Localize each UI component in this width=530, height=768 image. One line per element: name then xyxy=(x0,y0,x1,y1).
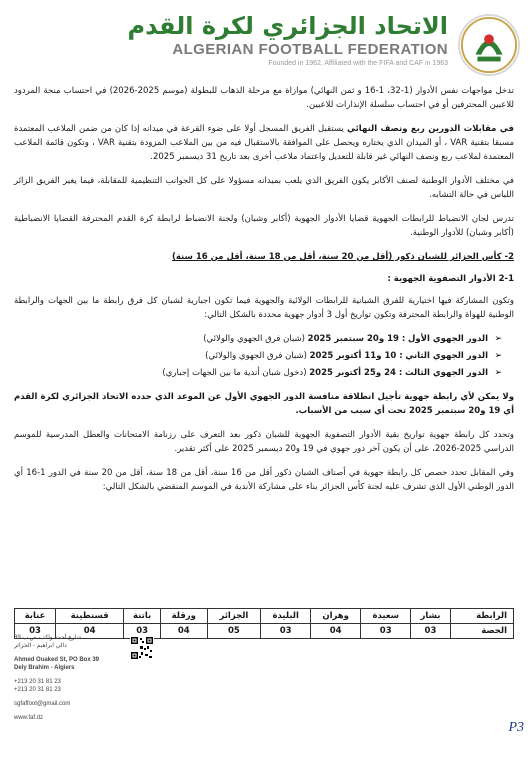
list-item xyxy=(14,332,488,346)
table-row xyxy=(15,609,514,624)
table-cell: سعيدة xyxy=(361,609,411,624)
table-cell: بشار xyxy=(411,609,451,624)
phone-1: +213 20 31 81 23 xyxy=(14,679,61,685)
round-label: الدور الجهوي الثاني xyxy=(405,351,488,361)
paragraph-disciplinary-committees: تدرس لجان الانضباط للرابطات الجهوية قضايا الأدوار الجهوية (أكابر وشبان) ولجنة الانضباط لرابطة كرة القدم المحترفة القضايا الانضباطية (أكابر وشبان) للأدوار الوطنية. xyxy=(14,214,514,238)
paragraph-quarter-semi-venues xyxy=(14,122,514,164)
table-cell: 03 xyxy=(15,624,56,639)
list-item xyxy=(14,349,488,363)
table-cell: قسنطينة xyxy=(56,609,124,624)
round-note: (شبان فرق الجهوي والولائي) xyxy=(203,334,308,344)
paragraph-league-quotas: وفي المقابل تحدد حصص كل رابطة جهوية في أصناف الشبان ذكور أقل من 16 سنة، أقل من 18 سنة، أقل من 20 سنة في الدور 1-16 أي الدور الوطني الأول الذي تشرف عليه لجنة كأس الجزائر بناء على مشاركة الأندية في الموسم المنقضي بالشكل التالي: xyxy=(14,468,515,492)
table-cell: 04 xyxy=(161,624,208,639)
website-link[interactable]: www.faf.dz xyxy=(14,715,44,721)
phone-2: +213 20 31 81 23 xyxy=(14,687,61,693)
page-annotation: P3 xyxy=(508,720,524,735)
table-cell: 03 xyxy=(361,624,411,639)
table-cell: 05 xyxy=(207,624,261,639)
table-cell: 03 xyxy=(124,624,161,639)
letterhead-footer xyxy=(0,630,530,768)
row-header-quota: الحصة xyxy=(450,624,513,639)
table-cell: عنابة xyxy=(15,609,56,624)
federation-name-arabic: الاتحاد الجزائري لكرة القدم xyxy=(127,12,448,40)
table-cell: 04 xyxy=(311,624,361,639)
round-dates: : 10 و11 أكتوبر 2025 xyxy=(309,351,403,361)
email-link[interactable]: sgfaffoot@gmail.com xyxy=(14,701,71,707)
paragraph-rounds-card-count: تدخل مواجهات نفس الأدوار (1-32، 1-16 و ثمن النهائي) موازاة مع مرحلة الذهاب للبطولة (موسم 2025-2026) في احتساب منحة المردود للاعبين المحترفين أو في احتساب سلسلة الإنذارات للاعبين. xyxy=(14,86,514,110)
table-cell: 04 xyxy=(56,624,124,639)
table-cell: البليدة xyxy=(261,609,311,624)
address-arabic-1: شارع أحمد واكد - ص ب 39 xyxy=(14,635,82,641)
paragraph-rest: يستقبل الفريق المسجل أولا على ضوء القرعة في ميدانه إذا كان من ضمن الملاعب المعتمدة مسبقا بتقنية VAR ، أو الميدان الذي يختاره ويحصل على الموافقة بالاستقبال فيه من بين الملاعب المزودة بتقنية VAR ، وتكون قائمة الملاعب المعتمدة لملاعب ربع ونصف النهائي غير قابلة للتعديل واعتماد ملاعب أخرى بعد تاريخ 31 ديسمبر 2025. xyxy=(14,124,514,162)
table-cell: 03 xyxy=(261,624,311,639)
qr-code-icon xyxy=(130,636,154,660)
paragraph-remaining-rounds: وتحدد كل رابطة جهوية تواريخ بقية الأدوار التصفوية الجهوية للشبان ذكور بعد التعرف على رزنامة الامتحانات والعطل المدرسية للموسم الدراسي 2025-2026، على أن يكون آخر دور جهوي في 19 و20 ديسمبر 2025 على أكثر تقدير. xyxy=(14,430,514,454)
table-cell: وهران xyxy=(311,609,361,624)
faf-logo-icon xyxy=(458,14,520,76)
table-cell: الجزائر xyxy=(207,609,261,624)
paragraph-no-postponement: ولا يمكن لأي رابطة جهوية تأجيل انطلاقة منافسة الدور الجهوي الأول عن الموعد الذي حدده الاتحاد الجزائري لكرة القدم أي 19 و20 سبتمبر 2025 تحت أي سبب من الأسباب. xyxy=(14,392,514,416)
round-note: (شبان فرق الجهوي والولائي) xyxy=(205,351,310,361)
round-label: الدور الجهوي الأول xyxy=(408,334,488,344)
round-label: الدور الجهوي الثالث xyxy=(404,368,488,378)
round-note: (دخول شبان أندية ما بين الجهات إجباري) xyxy=(162,368,310,378)
subsection-title-regional-rounds: 2-1 الأدوار التصفوية الجهوية : xyxy=(387,274,514,284)
letterhead xyxy=(0,0,530,78)
table-cell: 03 xyxy=(411,624,451,639)
row-header-league: الرابطة xyxy=(450,609,513,624)
address-english-1: Ahmed Ouaked St, PO Box 39 xyxy=(14,657,100,663)
paragraph-lead: في مقابلات الدورين ربع ونصف النهائي xyxy=(346,124,514,134)
document-body xyxy=(14,84,514,504)
list-item xyxy=(14,366,488,380)
federation-name-english: ALGERIAN FOOTBALL FEDERATION xyxy=(172,41,448,58)
table-cell: ورقلة xyxy=(161,609,208,624)
regional-rounds-list xyxy=(14,332,514,380)
paragraph-participation: وتكون المشاركة فيها اختيارية للفرق الشبانية للرابطات الولائية والجهوية فيما تكون اجبارية لشبان كل فرق رابطة ما بين الجهات والرابطة الوطنية للهواة والرابطة المحترفة وتكون تواريخ أول 3 أدوار جهوية محددة بالشكل التالي: xyxy=(14,296,514,320)
paragraph-national-rounds-organisation: في مختلف الأدوار الوطنية لصنف الأكابر يكون الفريق الذي يلعب بميدانه مسؤولا على كل الجوانب التنظيمية للمقابلة، فيما يغير الفريق الزائر اللباس في حالة التشابه. xyxy=(14,176,514,200)
contact-block xyxy=(14,634,124,722)
table-cell: باتنة xyxy=(124,609,161,624)
round-dates: : 19 و20 سبتمبر 2025 xyxy=(307,334,406,344)
address-english-2: Dely Brahim - Algiers xyxy=(14,665,75,671)
round-dates: : 24 و25 أكتوبر 2025 xyxy=(309,368,403,378)
address-arabic-2: دالي ابراهيم - الجزائر xyxy=(14,643,67,649)
federation-founded-line: Founded in 1962, Affiliated with the FIFA and CAF in 1963 xyxy=(268,60,448,67)
section-title-youth-cup: 2- كأس الجزائر للشبان ذكور (أقل من 20 سنة، أقل من 18 سنة، أقل من 16 سنة) xyxy=(172,252,514,262)
